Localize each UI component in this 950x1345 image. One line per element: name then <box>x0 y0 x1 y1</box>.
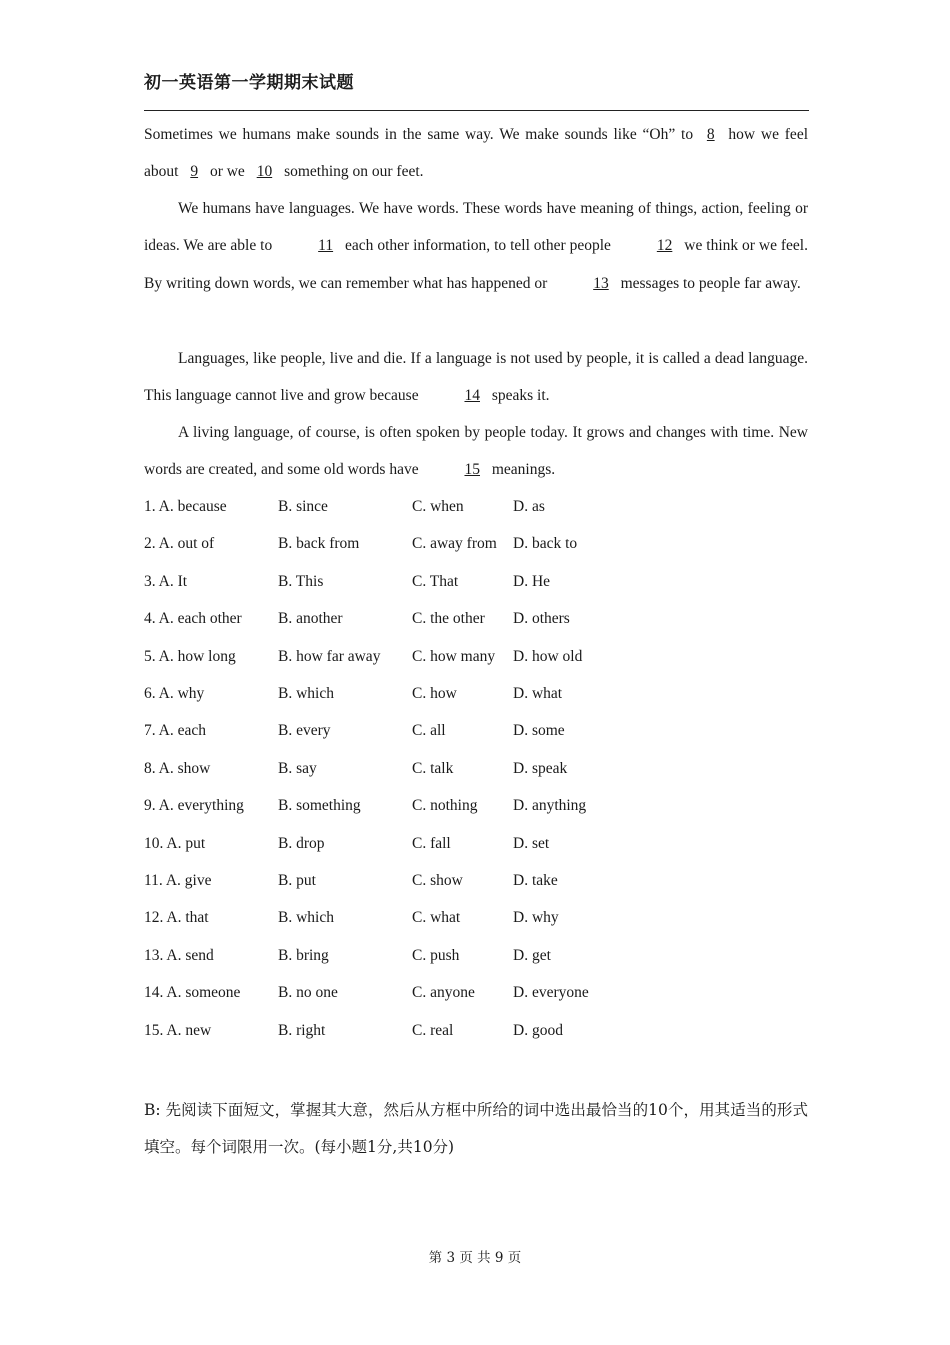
option-c: C. how <box>412 685 457 702</box>
option-d: D. get <box>513 946 551 964</box>
question-row <box>144 984 744 1004</box>
option-a: 10. A. put <box>144 834 206 852</box>
passage-text: something on our feet. <box>280 163 424 181</box>
question-row <box>144 909 744 929</box>
option-b: B. put <box>278 872 316 889</box>
option-a: 8. A. show <box>144 759 211 777</box>
blank-8: 8 <box>706 126 715 143</box>
option-b: B. back from <box>278 535 360 553</box>
passage-text: messages to people far away. <box>616 274 801 292</box>
option-c: C. the other <box>412 610 485 628</box>
option-b: B. bring <box>278 946 329 964</box>
question-row <box>144 947 744 967</box>
passage-text: meanings. <box>487 461 556 479</box>
question-row <box>144 573 744 593</box>
option-d: D. good <box>513 1021 563 1039</box>
option-d: D. how old <box>513 647 583 665</box>
blank-12: 12 <box>656 237 673 255</box>
option-a: 6. A. why <box>144 685 205 702</box>
option-a: 13. A. send <box>144 946 214 964</box>
option-a: 9. A. everything <box>144 797 244 815</box>
option-c: C. show <box>412 872 463 889</box>
option-b: B. since <box>278 498 328 515</box>
option-a: 4. A. each other <box>144 610 242 628</box>
option-c: C. all <box>412 722 446 740</box>
option-b: B. which <box>278 685 334 702</box>
question-row <box>144 835 744 855</box>
option-a: 7. A. each <box>144 722 206 740</box>
option-b: B. every <box>278 722 331 740</box>
option-c: C. when <box>412 498 464 515</box>
blank-9: 9 <box>190 163 199 181</box>
option-a: 2. A. out of <box>144 535 215 553</box>
option-d: D. He <box>513 572 551 590</box>
blank-10: 10 <box>256 163 273 181</box>
option-b: B. something <box>278 797 361 815</box>
option-a: 15. A. new <box>144 1021 212 1039</box>
option-d: D. some <box>513 722 565 740</box>
passage-paragraph-3 <box>144 340 808 415</box>
option-d: D. what <box>513 685 563 702</box>
option-c: C. real <box>412 1021 454 1039</box>
option-c: C. push <box>412 946 460 964</box>
question-row <box>144 498 744 518</box>
option-a: 11. A. give <box>144 872 212 889</box>
question-row <box>144 648 744 668</box>
passage-text: how we feel about <box>144 126 808 181</box>
passage-text: Languages, like people, live and die. If a language is not used by people, it is called a dead language. This language cannot live and grow because <box>144 350 808 405</box>
option-d: D. as <box>513 498 545 515</box>
option-d: D. back to <box>513 535 578 553</box>
option-c: C. fall <box>412 834 451 852</box>
blank-14: 14 <box>464 387 480 405</box>
passage-paragraph-1 <box>144 116 808 191</box>
option-a: 5. A. how long <box>144 647 236 665</box>
option-c: C. away from <box>412 535 497 553</box>
question-row <box>144 722 744 742</box>
passage-text: each other information, to tell other people <box>341 237 615 255</box>
option-d: D. speak <box>513 759 568 777</box>
option-d: D. anything <box>513 797 587 815</box>
option-b: B. This <box>278 572 324 590</box>
question-row <box>144 760 744 780</box>
option-b: B. right <box>278 1021 326 1039</box>
option-d: D. set <box>513 834 550 852</box>
option-d: D. why <box>513 909 559 927</box>
option-b: B. say <box>278 759 317 777</box>
option-d: D. everyone <box>513 984 589 1002</box>
option-d: D. others <box>513 610 570 628</box>
option-c: C. talk <box>412 759 454 777</box>
option-a: 14. A. someone <box>144 984 241 1002</box>
option-b: B. another <box>278 610 343 628</box>
question-row <box>144 872 744 892</box>
passage-paragraph-4 <box>144 414 808 489</box>
header-divider <box>144 110 809 111</box>
blank-15: 15 <box>464 461 480 479</box>
option-b: B. drop <box>278 834 325 852</box>
passage-text: We humans have languages. We have words. These words have meaning of things, action, feeling or ideas. We are able to <box>144 200 808 255</box>
option-c: C. how many <box>412 647 496 665</box>
option-c: C. That <box>412 572 459 590</box>
blank-11: 11 <box>318 237 334 255</box>
question-row <box>144 535 744 555</box>
option-a: 12. A. that <box>144 909 209 927</box>
section-b-instructions: B: 先阅读下面短文，掌握其大意，然后从方框中所给的词中选出最恰当的10个，用其适当的形式填空。每个词限用一次。(每小题1分,共10分) <box>144 1101 808 1157</box>
passage-text: Sometimes we humans make sounds in the same way. We make sounds like “Oh” to <box>144 126 699 143</box>
question-row <box>144 685 744 705</box>
passage-text: A living language, of course, is often spoken by people today. It grows and changes with time. New words are created, and some old words have <box>144 424 808 479</box>
passage-text: we think or we feel. By writing down words, we can remember what has happened or <box>144 237 808 292</box>
page-title: 初一英语第一学期期末试题 <box>144 73 354 93</box>
passage-paragraph-2 <box>144 190 808 302</box>
page-number: 第 3 页 共 9 页 <box>428 1250 522 1266</box>
option-a: 3. A. It <box>144 572 188 590</box>
option-d: D. take <box>513 872 558 889</box>
blank-13: 13 <box>593 274 609 292</box>
option-b: B. how far away <box>278 647 381 665</box>
option-c: C. what <box>412 909 461 927</box>
option-c: C. nothing <box>412 797 478 815</box>
option-b: B. no one <box>278 984 338 1002</box>
question-row <box>144 1022 744 1042</box>
option-a: 1. A. because <box>144 498 227 515</box>
question-row <box>144 610 744 630</box>
option-b: B. which <box>278 909 334 927</box>
passage-text: speaks it. <box>487 387 550 405</box>
option-c: C. anyone <box>412 984 475 1002</box>
question-row <box>144 797 744 817</box>
passage-text: or we <box>206 163 249 181</box>
